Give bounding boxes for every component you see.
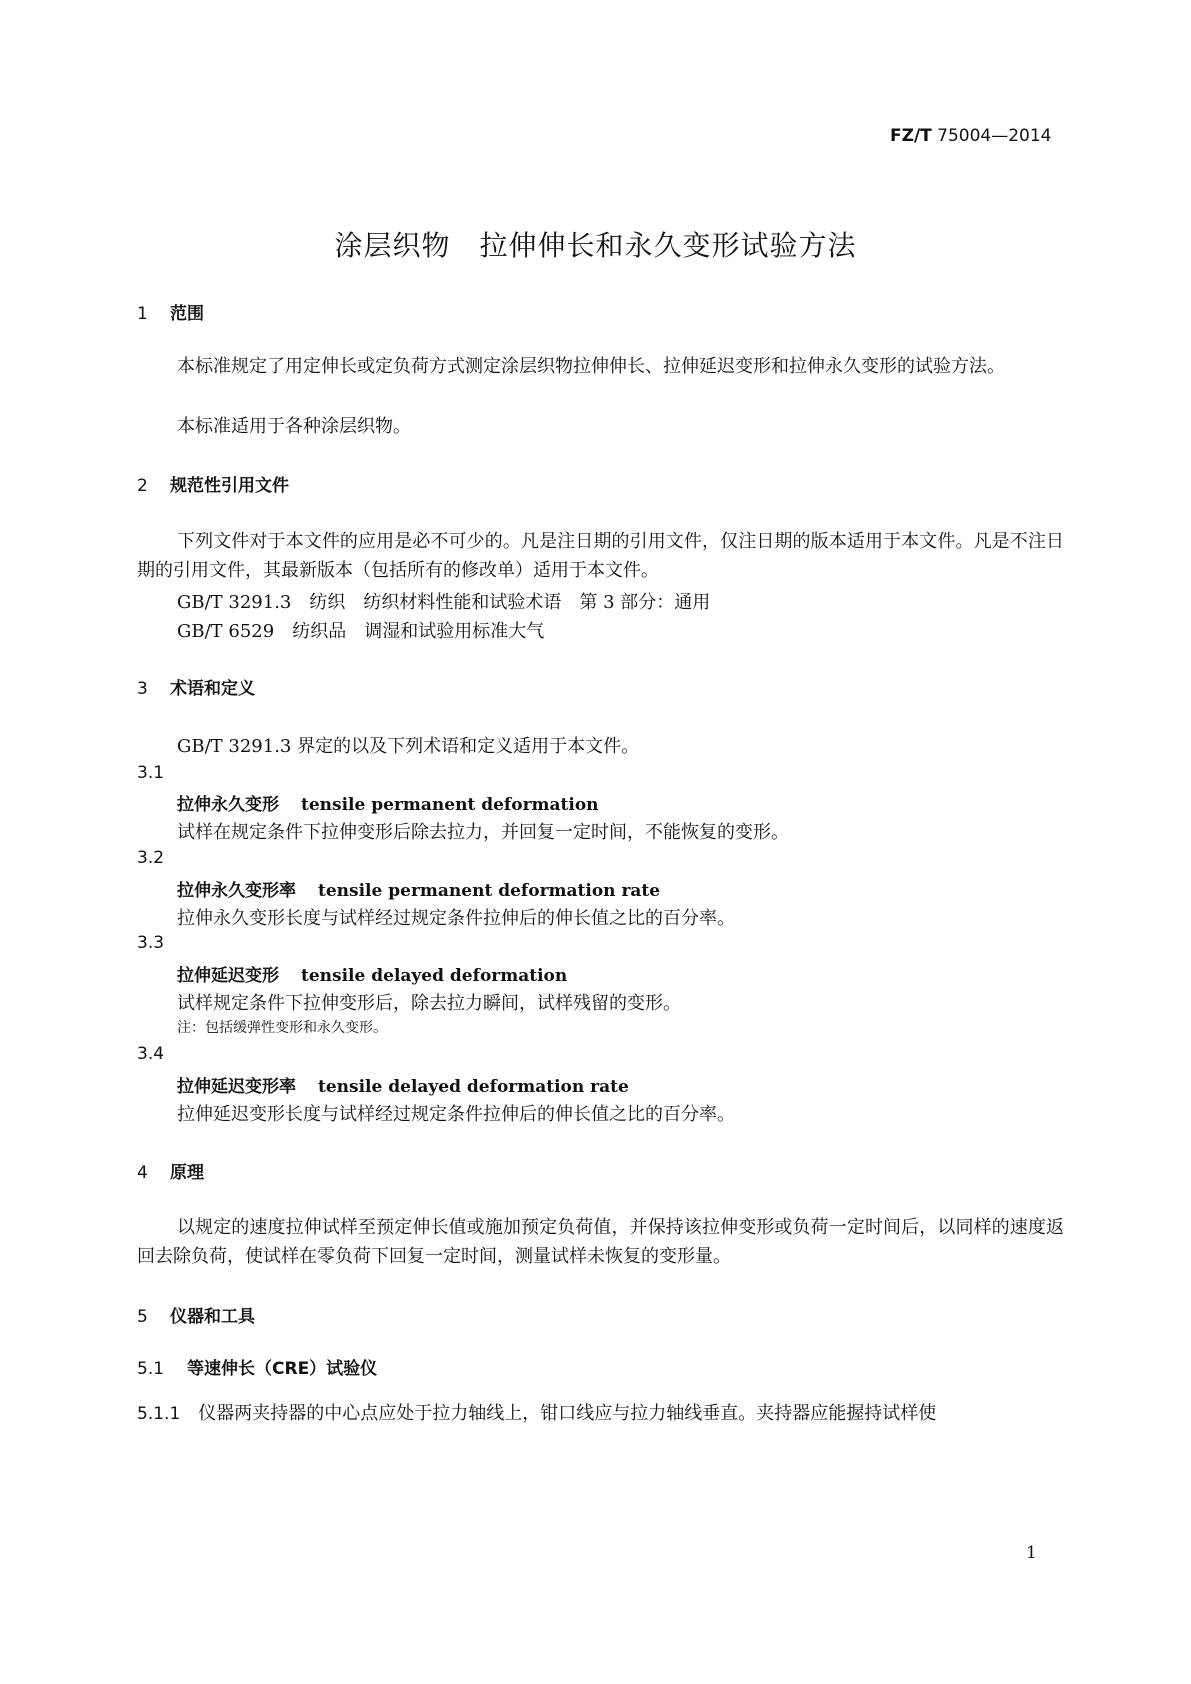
subsection-heading-5-1: 5.1 等速伸长（CRE）试验仪 — [137, 1359, 378, 1379]
term-definition: 试样在规定条件下拉伸变形后除去拉力，并回复一定时间，不能恢复的变形。 — [177, 822, 789, 843]
section-heading-3: 3 术语和定义 — [137, 679, 255, 699]
section-1-paragraph-2: 本标准适用于各种涂层织物。 — [177, 416, 411, 437]
term-number: 3.1 — [137, 763, 165, 783]
reference-gb-t-6529: GB/T 6529 纺织品 调湿和试验用标准大气 — [177, 621, 545, 642]
term-heading: 拉伸延迟变形 tensile delayed deformation — [177, 966, 568, 986]
term-note: 注：包括缓弹性变形和永久变形。 — [177, 1020, 387, 1036]
term-heading: 拉伸永久变形 tensile permanent deformation — [177, 795, 599, 815]
standard-number: FZ/T 75004—2014 — [890, 126, 1052, 146]
section-4-paragraph-1: 以规定的速度拉伸试样至预定伸长值或施加预定负荷值，并保持该拉伸变形或负荷一定时间后，以同样的速度返回去除负荷，使试样在零负荷下回复一定时间，测量试样未恢复的变形量。 — [137, 1217, 1064, 1267]
section-heading-5: 5 仪器和工具 — [137, 1307, 255, 1327]
reference-gb-t-3291-3: GB/T 3291.3 纺织 纺织材料性能和试验术语 第 3 部分：通用 — [177, 592, 711, 613]
section-heading-2: 2 规范性引用文件 — [137, 476, 289, 496]
section-2-paragraph-1: 下列文件对于本文件的应用是必不可少的。凡是注日期的引用文件，仅注日期的版本适用于本文件。凡是不注日期的引用文件，其最新版本（包括所有的修改单）适用于本文件。 — [137, 531, 1064, 581]
clause-5-1-1: 5.1.1 仪器两夹持器的中心点应处于拉力轴线上，钳口线应与拉力轴线垂直。夹持器应能握持试样使 — [137, 1403, 937, 1424]
term-number: 3.2 — [137, 848, 165, 868]
term-heading: 拉伸永久变形率 tensile permanent deformation rate — [177, 881, 661, 901]
term-definition: 拉伸延迟变形长度与试样经过规定条件拉伸后的伸长值之比的百分率。 — [177, 1104, 735, 1125]
section-1-paragraph-1: 本标准规定了用定伸长或定负荷方式测定涂层织物拉伸伸长、拉伸延迟变形和拉伸永久变形的试验方法。 — [177, 356, 1005, 377]
section-3-intro: GB/T 3291.3 界定的以及下列术语和定义适用于本文件。 — [177, 736, 640, 757]
term-definition: 试样规定条件下拉伸变形后，除去拉力瞬间，试样残留的变形。 — [177, 993, 681, 1014]
term-number: 3.3 — [137, 933, 165, 953]
page-number: 1 — [1026, 1543, 1037, 1563]
term-definition: 拉伸永久变形长度与试样经过规定条件拉伸后的伸长值之比的百分率。 — [177, 908, 735, 929]
section-heading-4: 4 原理 — [137, 1163, 204, 1183]
term-heading: 拉伸延迟变形率 tensile delayed deformation rate — [177, 1077, 629, 1097]
term-number: 3.4 — [137, 1044, 165, 1064]
document-title: 涂层织物 拉伸伸长和永久变形试验方法 — [334, 229, 857, 262]
section-heading-1: 1 范围 — [137, 304, 204, 324]
